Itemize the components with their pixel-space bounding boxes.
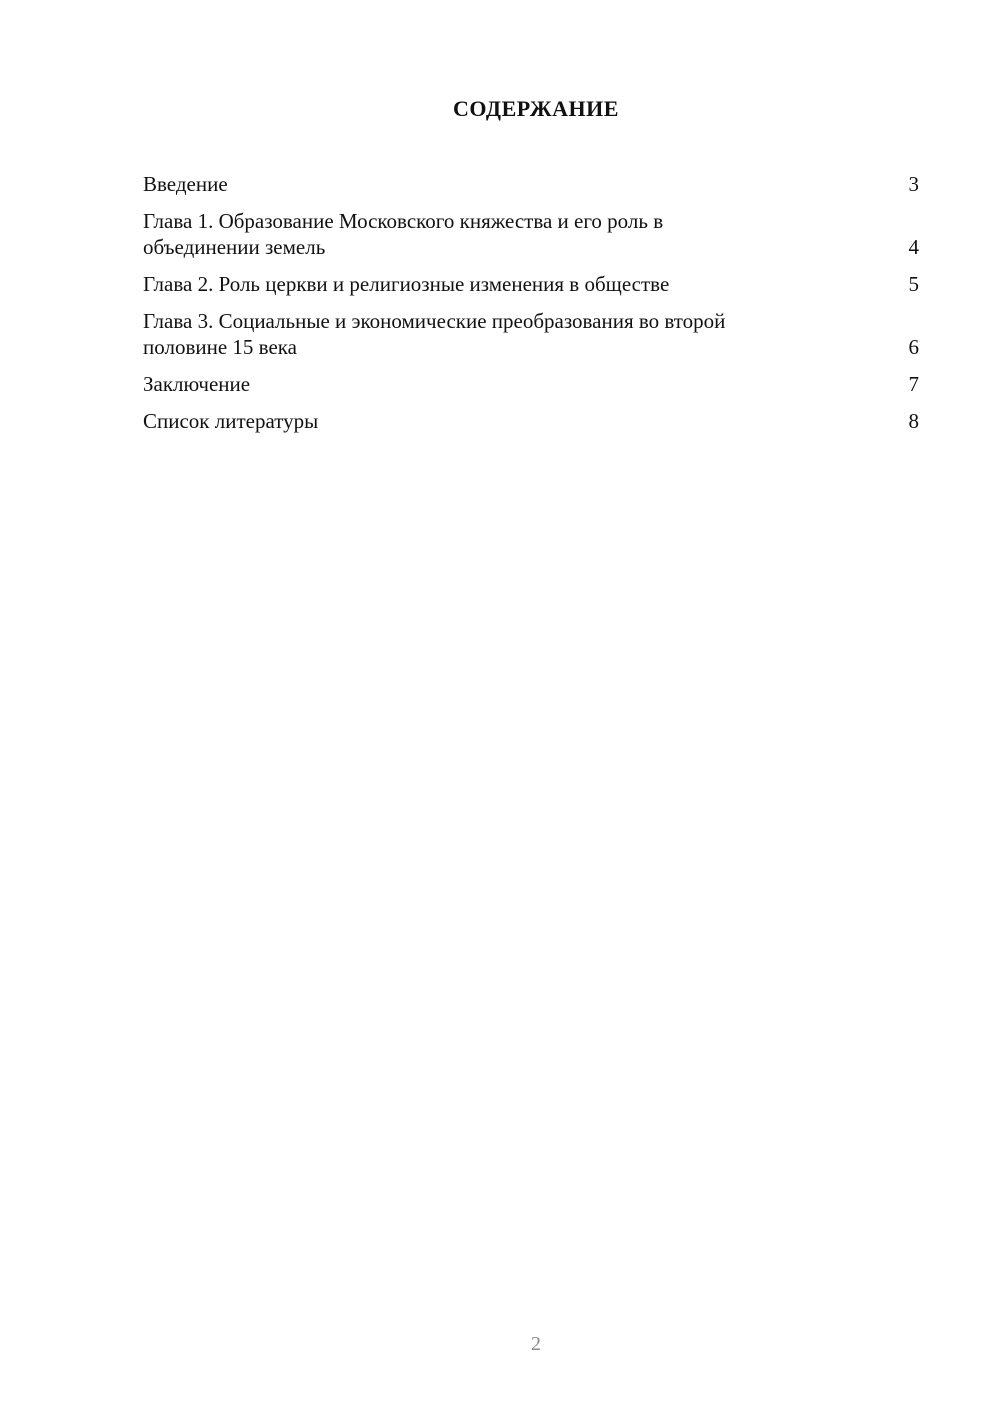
toc-entry-chapter-2[interactable] — [143, 271, 919, 297]
toc-entry-page: 3 — [908, 172, 919, 196]
toc-entry-page: 7 — [908, 372, 919, 396]
toc-entry-label: Глава 1. Образование Московского княжества и его роль в объединении земель — [143, 209, 664, 259]
toc-entry-page: 4 — [908, 235, 919, 259]
toc-entry-label: Глава 3. Социальные и экономические преобразования во второй половине 15 века — [143, 309, 726, 359]
toc-entry-label: Список литературы — [143, 409, 319, 433]
table-of-contents — [143, 171, 919, 445]
toc-entry-label: Заключение — [143, 372, 251, 396]
toc-entry-page: 5 — [908, 272, 919, 296]
toc-entry-label: Введение — [143, 172, 228, 196]
toc-entry-chapter-3[interactable] — [143, 308, 919, 360]
toc-entry-page: 6 — [908, 335, 919, 359]
toc-entry-references[interactable] — [143, 408, 919, 434]
toc-entry-introduction[interactable] — [143, 171, 919, 197]
page-title: СОДЕРЖАНИЕ — [453, 96, 619, 121]
page-number: 2 — [531, 1333, 541, 1355]
toc-entry-page: 8 — [908, 409, 919, 433]
toc-entry-label: Глава 2. Роль церкви и религиозные изменения в обществе — [143, 272, 670, 296]
toc-entry-chapter-1[interactable] — [143, 208, 919, 260]
toc-entry-conclusion[interactable] — [143, 371, 919, 397]
